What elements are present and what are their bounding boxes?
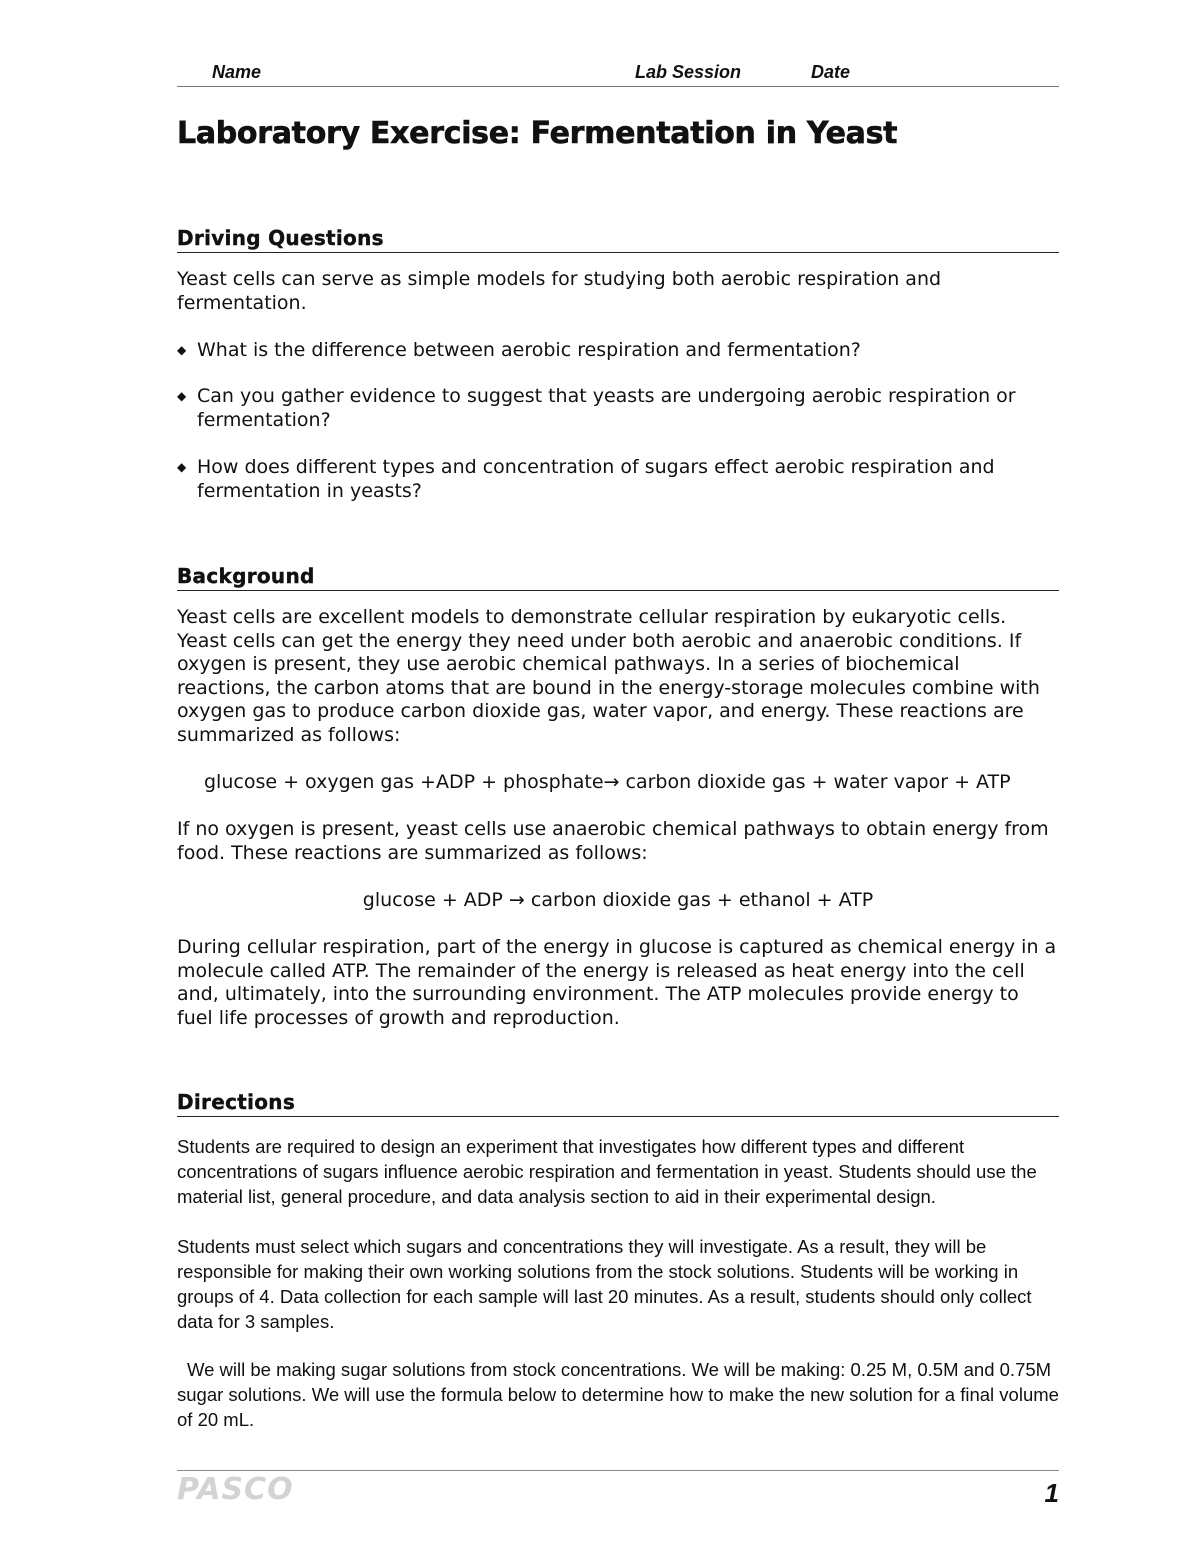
bullet-text: Can you gather evidence to suggest that yeasts are undergoing aerobic respiration or fermentation? (197, 385, 1016, 431)
directions-paragraph-3: We will be making sugar solutions from stock concentrations. We will be making: 0.25 M, 0.5M and 0.75M sugar solutions. We will use the formula below to determine how to make the new solution for a final volume of 20 mL. (177, 1359, 1059, 1430)
list-item (177, 385, 1059, 432)
list-item (177, 339, 1059, 363)
anaerobic-equation: glucose + ADP → carbon dioxide gas + ethanol + ATP (362, 889, 874, 911)
background-heading: Background (177, 564, 1059, 591)
directions-paragraph-2: Students must select which sugars and concentrations they will investigate. As a result, they will be responsible for making their own working solutions from the stock solutions. Students will be working in groups of 4. Data collection for each sample will last 20 minutes. As a result, students should only collect data for 3 samples. (177, 1236, 1032, 1332)
page-number: 1 (1044, 1478, 1059, 1508)
directions-heading: Directions (177, 1090, 1059, 1117)
directions-paragraph-1: Students are required to design an experiment that investigates how different types and different concentrations of sugars influence aerobic respiration and fermentation in yeast. Students should use the material list, general procedure, and data analysis section to aid in their experimental design. (177, 1136, 1037, 1207)
list-item (177, 456, 1059, 503)
driving-questions-intro: Yeast cells can serve as simple models for studying both aerobic respiration and fermentation. (177, 268, 942, 314)
background-paragraph-1: Yeast cells are excellent models to demonstrate cellular respiration by eukaryotic cells. Yeast cells can get the energy they need under both aerobic and anaerobic conditions. If oxygen is present, they use aerobic chemical pathways. In a series of biochemical reactions, the carbon atoms that are bound in the energy-storage molecules combine with oxygen gas to produce carbon dioxide gas, water vapor, and energy. These reactions are summarized as follows: (177, 606, 1040, 746)
diamond-bullet-icon: ◆ (177, 389, 187, 403)
bullet-text: What is the difference between aerobic respiration and fermentation? (197, 339, 861, 361)
background-paragraph-2: If no oxygen is present, yeast cells use anaerobic chemical pathways to obtain energy from food. These reactions are summarized as follows: (177, 818, 1049, 864)
footer-divider (177, 1470, 1059, 1471)
diamond-bullet-icon: ◆ (177, 343, 187, 357)
aerobic-equation: glucose + oxygen gas +ADP + phosphate→ carbon dioxide gas + water vapor + ATP (204, 771, 1011, 793)
bullet-text: How does different types and concentration of sugars effect aerobic respiration and fermentation in yeasts? (197, 456, 995, 502)
page-title: Laboratory Exercise: Fermentation in Yeast (177, 116, 898, 151)
pasco-logo: PASCO (177, 1472, 294, 1507)
date-label: Date (811, 62, 851, 82)
diamond-bullet-icon: ◆ (177, 460, 187, 474)
header-row (177, 60, 1059, 87)
driving-questions-heading: Driving Questions (177, 226, 1059, 253)
background-paragraph-3: During cellular respiration, part of the energy in glucose is captured as chemical energy in a molecule called ATP. The remainder of the energy is released as heat energy into the cell and, ultimately, into the surrounding environment. The ATP molecules provide energy to fuel life processes of growth and reproduction. (177, 936, 1057, 1029)
lab-session-label: Lab Session (635, 62, 742, 82)
name-label: Name (212, 62, 262, 82)
